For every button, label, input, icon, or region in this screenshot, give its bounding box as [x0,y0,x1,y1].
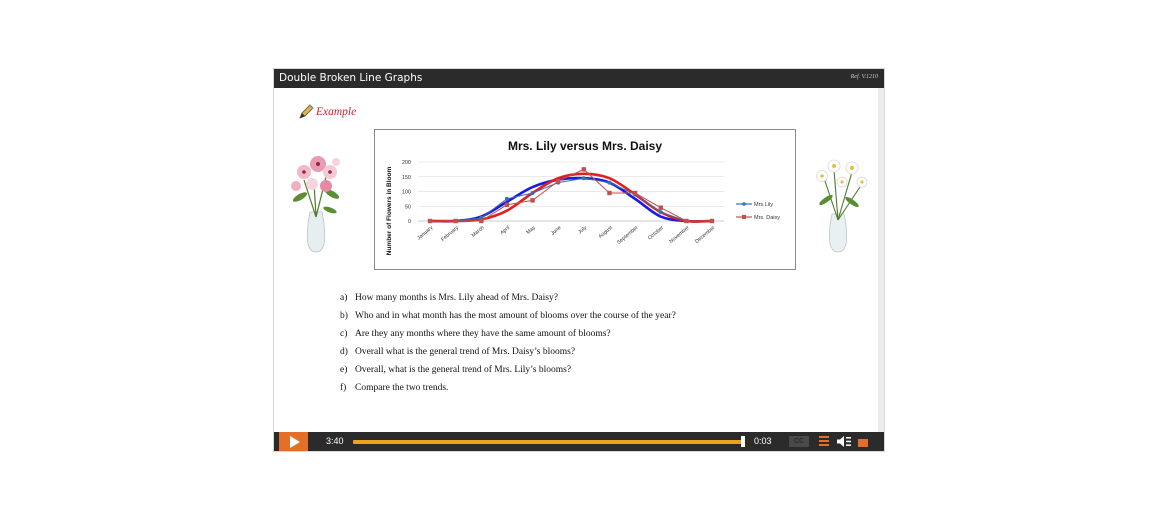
time-remaining: 0:03 [754,436,772,446]
data-point [453,219,457,223]
pencil-icon [297,103,315,121]
data-point [582,167,586,171]
player-controls [274,432,884,451]
question-item: d) Overall what is the general trend of Mrs. Daisy’s blooms? [340,347,576,357]
x-tick-label: August [597,224,614,240]
x-tick-label: November [668,224,691,245]
volume-icon[interactable] [837,436,851,447]
flower-vase-left [286,142,346,257]
x-tick-label: December [694,224,717,245]
question-item: e) Overall, what is the general trend of Mrs. Lily’s blooms? [340,365,572,375]
y-axis-label: Number of Flowers in Bloom [386,166,393,256]
seek-handle[interactable] [741,436,745,447]
data-point [659,206,663,210]
reference-code: Ref. V.1210 [850,74,878,80]
x-tick-label: January [416,224,435,242]
video-player [274,69,884,451]
slide-content [274,88,878,432]
legend-marker [742,202,745,205]
x-tick-label: June [549,224,563,237]
example-label: Example [316,106,357,118]
chart-frame [374,129,796,270]
x-tick-label: July [577,224,589,236]
y-tick-label: 150 [401,174,411,181]
data-point [556,179,560,183]
closed-captions-icon[interactable]: CC [789,436,809,447]
data-point [582,176,586,180]
line-chart [375,130,795,269]
data-point [479,219,483,223]
legend-label: Mrs. Daisy [754,215,780,221]
transcript-icon[interactable] [858,439,868,447]
question-item: b) Who and in what month has the most amount of blooms over the course of the year? [340,311,676,321]
x-tick-label: May [525,224,537,236]
data-point [530,198,534,202]
legend-label: Mrs.Lily [754,202,773,208]
data-point [633,191,637,195]
question-item: f) Compare the two trends. [340,383,449,393]
trend-line [430,174,712,222]
x-tick-label: September [616,224,640,246]
x-tick-label: February [440,224,460,243]
seek-bar[interactable] [353,440,745,444]
play-button[interactable] [279,432,308,451]
question-item: c) Are they any months where they have the same amount of blooms? [340,329,611,339]
y-tick-label: 200 [401,160,411,166]
question-item: a) How many months is Mrs. Lily ahead of Mrs. Daisy? [340,293,558,303]
flower-vase-right [804,142,872,257]
question-list [340,292,676,400]
data-point [505,203,509,207]
x-tick-label: October [647,224,666,242]
y-tick-label: 50 [404,204,411,211]
x-tick-label: March [470,224,486,239]
data-point [428,219,432,223]
data-point [505,197,509,201]
menu-icon[interactable] [819,436,829,447]
data-point [710,219,714,223]
scrollbar[interactable] [878,88,884,432]
chart-title: Mrs. Lily versus Mrs. Daisy [507,139,663,153]
lesson-title: Double Broken Line Graphs [279,72,423,84]
legend-marker [742,215,746,219]
y-tick-label: 100 [401,189,411,196]
y-tick-label: 0 [407,219,411,225]
data-point [659,210,663,214]
data-point [607,181,611,185]
title-bar [274,69,884,88]
time-elapsed: 3:40 [326,436,344,446]
data-point [607,191,611,195]
data-point [684,219,688,223]
data-point [531,191,535,195]
series-line [430,178,712,221]
x-tick-label: April [499,224,512,237]
